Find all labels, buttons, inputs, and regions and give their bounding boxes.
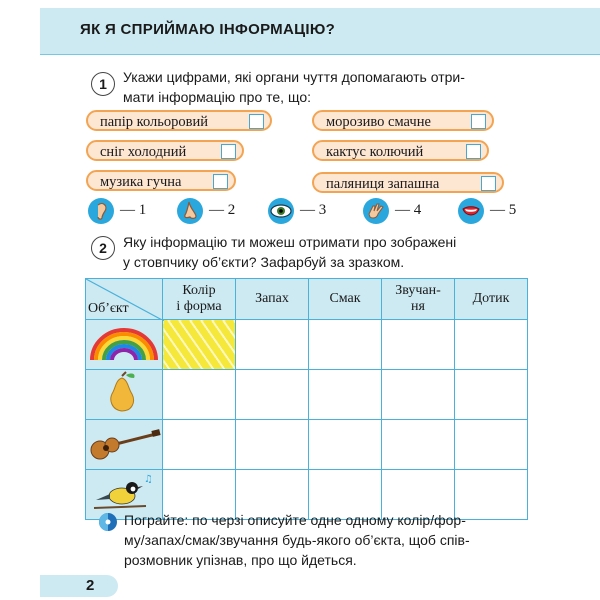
- ear-icon: [88, 198, 114, 224]
- task-1-text: [123, 67, 465, 107]
- task-2-line-2: у стовпчику об’єкти? Зафарбуй за зразком.: [123, 254, 405, 270]
- page-header: [40, 8, 600, 54]
- page-footer: [40, 575, 118, 597]
- object-cell: [86, 370, 163, 420]
- column-header: Дотик: [455, 279, 528, 320]
- sense-label: — 1: [120, 202, 147, 218]
- object-cell: [86, 320, 163, 370]
- statement-text: музика гучна: [100, 174, 182, 190]
- answer-box[interactable]: [481, 176, 496, 191]
- eye-icon: [268, 198, 294, 224]
- table-row: [86, 320, 528, 370]
- task-2-line-1: Яку інформацію ти можеш отримати про зображені: [123, 234, 457, 250]
- sense-label: — 3: [300, 202, 327, 218]
- answer-cell[interactable]: [309, 320, 382, 370]
- column-header: Колір і форма: [163, 279, 236, 320]
- statement-pill: [86, 140, 244, 161]
- statement-pill: [312, 172, 504, 193]
- task-1-line-1: Укажи цифрами, які органи чуття допомагають отри-: [123, 69, 465, 85]
- answer-cell[interactable]: [309, 420, 382, 470]
- statement-pill: [312, 110, 494, 131]
- senses-table: [85, 278, 528, 520]
- table-row: [86, 370, 528, 420]
- sample-colored-cell[interactable]: [163, 320, 236, 370]
- answer-box[interactable]: [249, 114, 264, 129]
- statement-text: папір кольоровий: [100, 114, 208, 130]
- answer-cell[interactable]: [382, 420, 455, 470]
- answer-cell[interactable]: [236, 420, 309, 470]
- table-row: [86, 420, 528, 470]
- sense-label: — 4: [395, 202, 422, 218]
- game-text: [124, 510, 470, 570]
- answer-cell[interactable]: [236, 370, 309, 420]
- statement-pill: [312, 140, 489, 161]
- statement-text: паляниця запашна: [326, 176, 440, 192]
- page-number: 2: [86, 577, 95, 594]
- mouth-icon: [458, 198, 484, 224]
- game-line-2: му/запах/смак/звучання будь-якого об’єкта, щоб спів-: [124, 532, 470, 548]
- column-header: Смак: [309, 279, 382, 320]
- answer-cell[interactable]: [163, 370, 236, 420]
- statement-text: морозиво смачне: [326, 114, 431, 130]
- answer-box[interactable]: [221, 144, 236, 159]
- statement-text: сніг холодний: [100, 144, 187, 160]
- answer-cell[interactable]: [382, 370, 455, 420]
- statement-text: кактус колючий: [326, 144, 424, 160]
- statement-pill: [86, 170, 236, 191]
- game-line-3: розмовник упізнав, про що йдеться.: [124, 552, 357, 568]
- column-header: Запах: [236, 279, 309, 320]
- page-title: ЯК Я СПРИЙМАЮ ІНФОРМАЦІЮ?: [80, 21, 336, 38]
- task-2-number: 2: [91, 236, 115, 260]
- table-header-row: [86, 279, 528, 320]
- svg-text:♫: ♫: [144, 474, 153, 485]
- answer-box[interactable]: [471, 114, 486, 129]
- disc-icon: [98, 512, 118, 532]
- sense-label: — 2: [209, 202, 236, 218]
- guitar-icon: [86, 420, 162, 464]
- sense-label: — 5: [490, 202, 517, 218]
- answer-cell[interactable]: [236, 320, 309, 370]
- corner-header: [86, 279, 163, 320]
- column-header: Звучан- ня: [382, 279, 455, 320]
- task-1-number: 1: [91, 72, 115, 96]
- answer-cell[interactable]: [309, 370, 382, 420]
- object-column-label: Об’єкт: [88, 301, 129, 316]
- nose-icon: [177, 198, 203, 224]
- task-2-text: [123, 232, 456, 272]
- hand-icon: [363, 198, 389, 224]
- answer-cell[interactable]: [163, 420, 236, 470]
- game-line-1: Пограйте: по черзі описуйте одне одному колір/фор-: [124, 512, 466, 528]
- answer-box[interactable]: [213, 174, 228, 189]
- bird-icon: [86, 470, 162, 514]
- object-cell: [86, 420, 163, 470]
- answer-box[interactable]: [466, 144, 481, 159]
- statement-pill: [86, 110, 272, 131]
- answer-cell[interactable]: [455, 370, 528, 420]
- answer-cell[interactable]: [382, 320, 455, 370]
- pear-icon: [86, 370, 162, 414]
- answer-cell[interactable]: [455, 320, 528, 370]
- header-divider: [40, 54, 600, 55]
- task-1-line-2: мати інформацію про те, що:: [123, 89, 311, 105]
- rainbow-icon: [86, 320, 162, 364]
- answer-cell[interactable]: [455, 420, 528, 470]
